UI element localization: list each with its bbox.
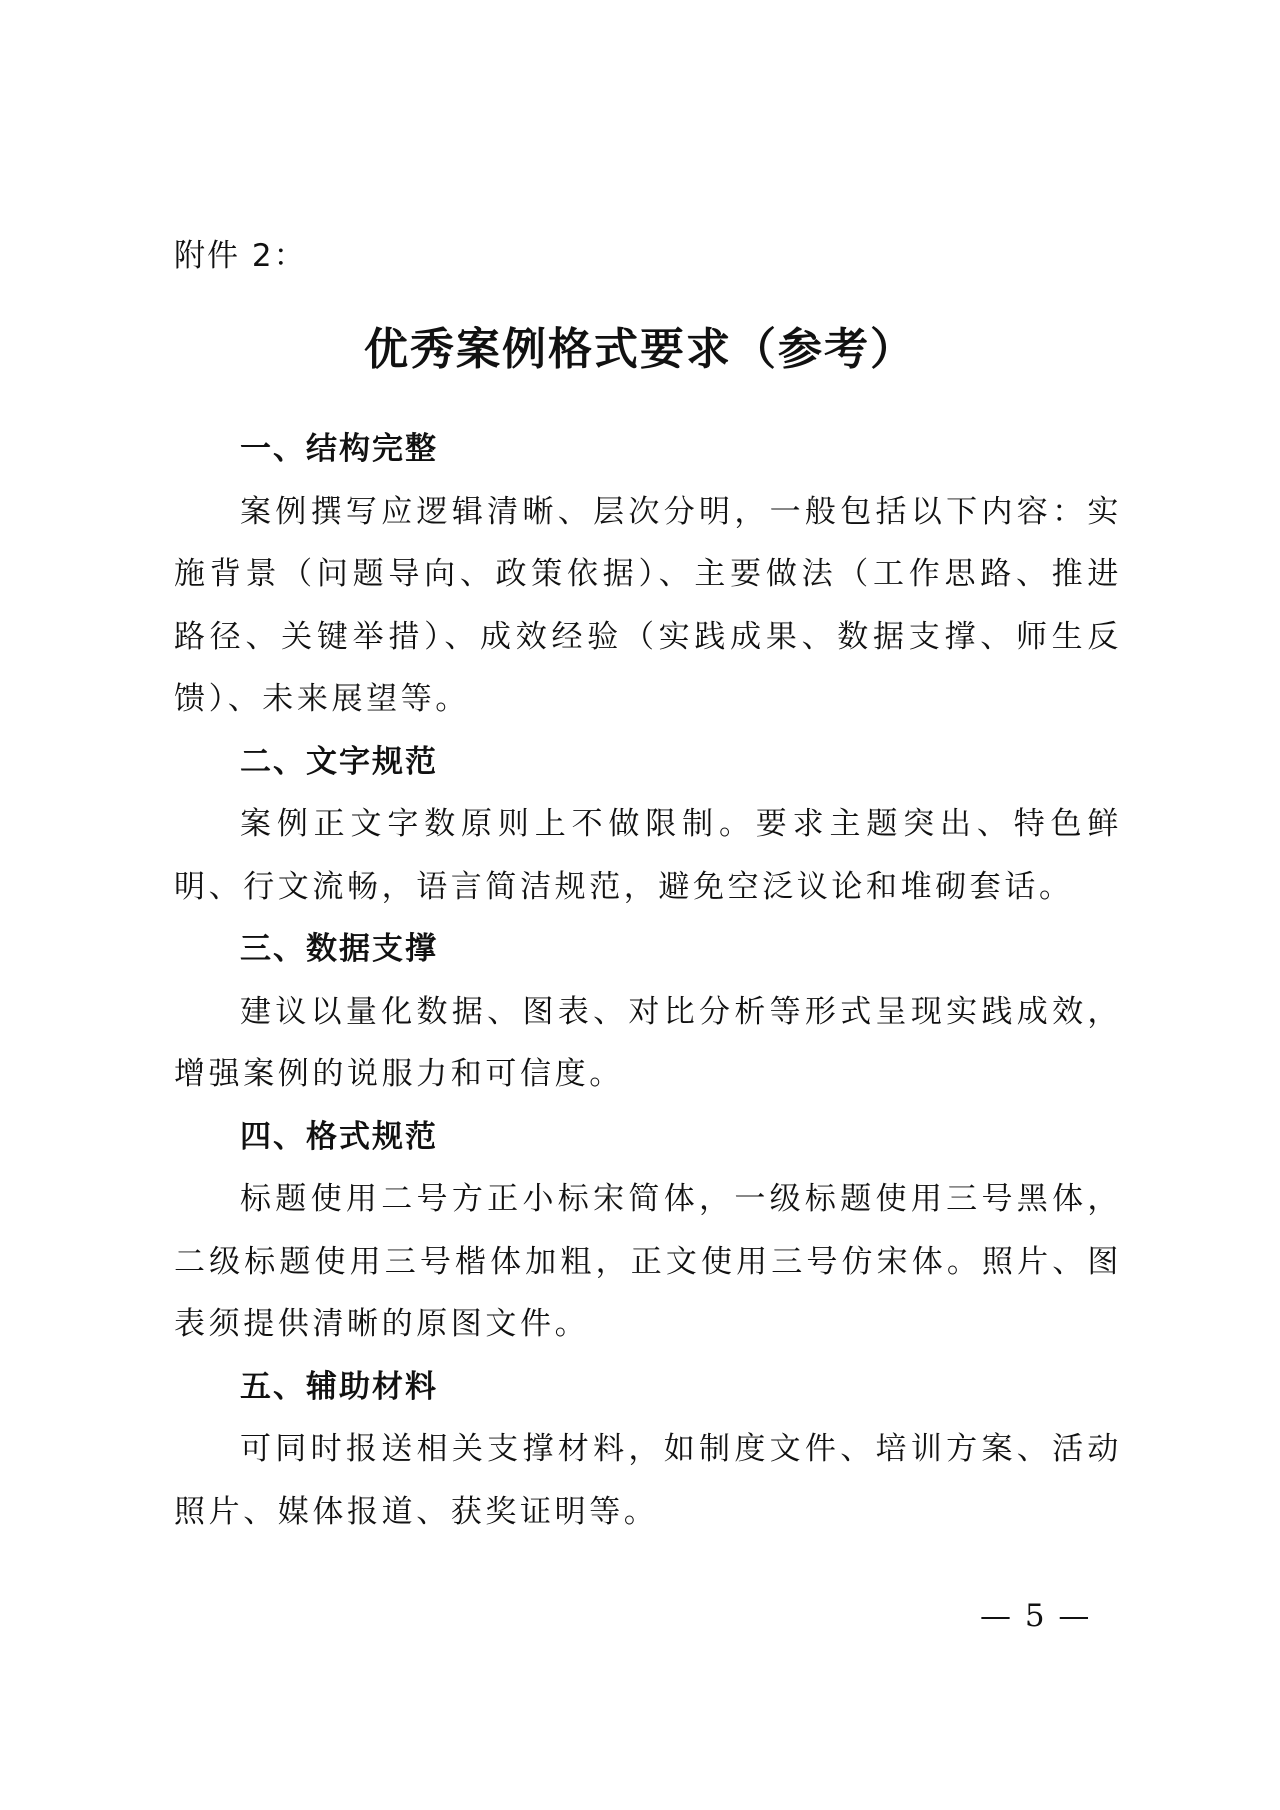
section-paragraph: 案例撰写应逻辑清晰、层次分明，一般包括以下内容：实施背景（问题导向、政策依据）、主要做法（工作思路、推进路径、关键举措）、成效经验（实践成果、数据支撑、师生反馈）、未来展望等。: [174, 493, 1122, 717]
section-heading: 五、辅助材料: [240, 1368, 438, 1405]
document-title: 优秀案例格式要求（参考）: [364, 324, 916, 375]
section-paragraph: 可同时报送相关支撑材料，如制度文件、培训方案、活动照片、媒体报道、获奖证明等。: [174, 1431, 1122, 1530]
section-data-support: [174, 918, 1122, 1106]
page-number: — 5 —: [980, 1598, 1092, 1634]
section-heading: 三、数据支撑: [240, 931, 438, 967]
document-body: [174, 418, 1122, 1543]
section-paragraph: 标题使用二号方正小标宋简体，一级标题使用三号黑体，二级标题使用三号楷体加粗，正文使用三号仿宋体。照片、图表须提供清晰的原图文件。: [174, 1181, 1122, 1342]
attachment-label: 附件 2：: [174, 238, 307, 274]
section-heading: 二、文字规范: [240, 743, 438, 780]
section-paragraph: 案例正文字数原则上不做限制。要求主题突出、特色鲜明、行文流畅，语言简洁规范，避免空泛议论和堆砌套话。: [174, 806, 1122, 905]
section-paragraph: 建议以量化数据、图表、对比分析等形式呈现实践成效，增强案例的说服力和可信度。: [174, 993, 1122, 1092]
section-heading: 一、结构完整: [240, 431, 438, 467]
section-format-standards: [174, 1106, 1122, 1356]
section-supporting-materials: [174, 1356, 1122, 1544]
section-structure: [174, 418, 1122, 731]
section-heading: 四、格式规范: [240, 1118, 438, 1155]
section-writing-standards: [174, 731, 1122, 919]
